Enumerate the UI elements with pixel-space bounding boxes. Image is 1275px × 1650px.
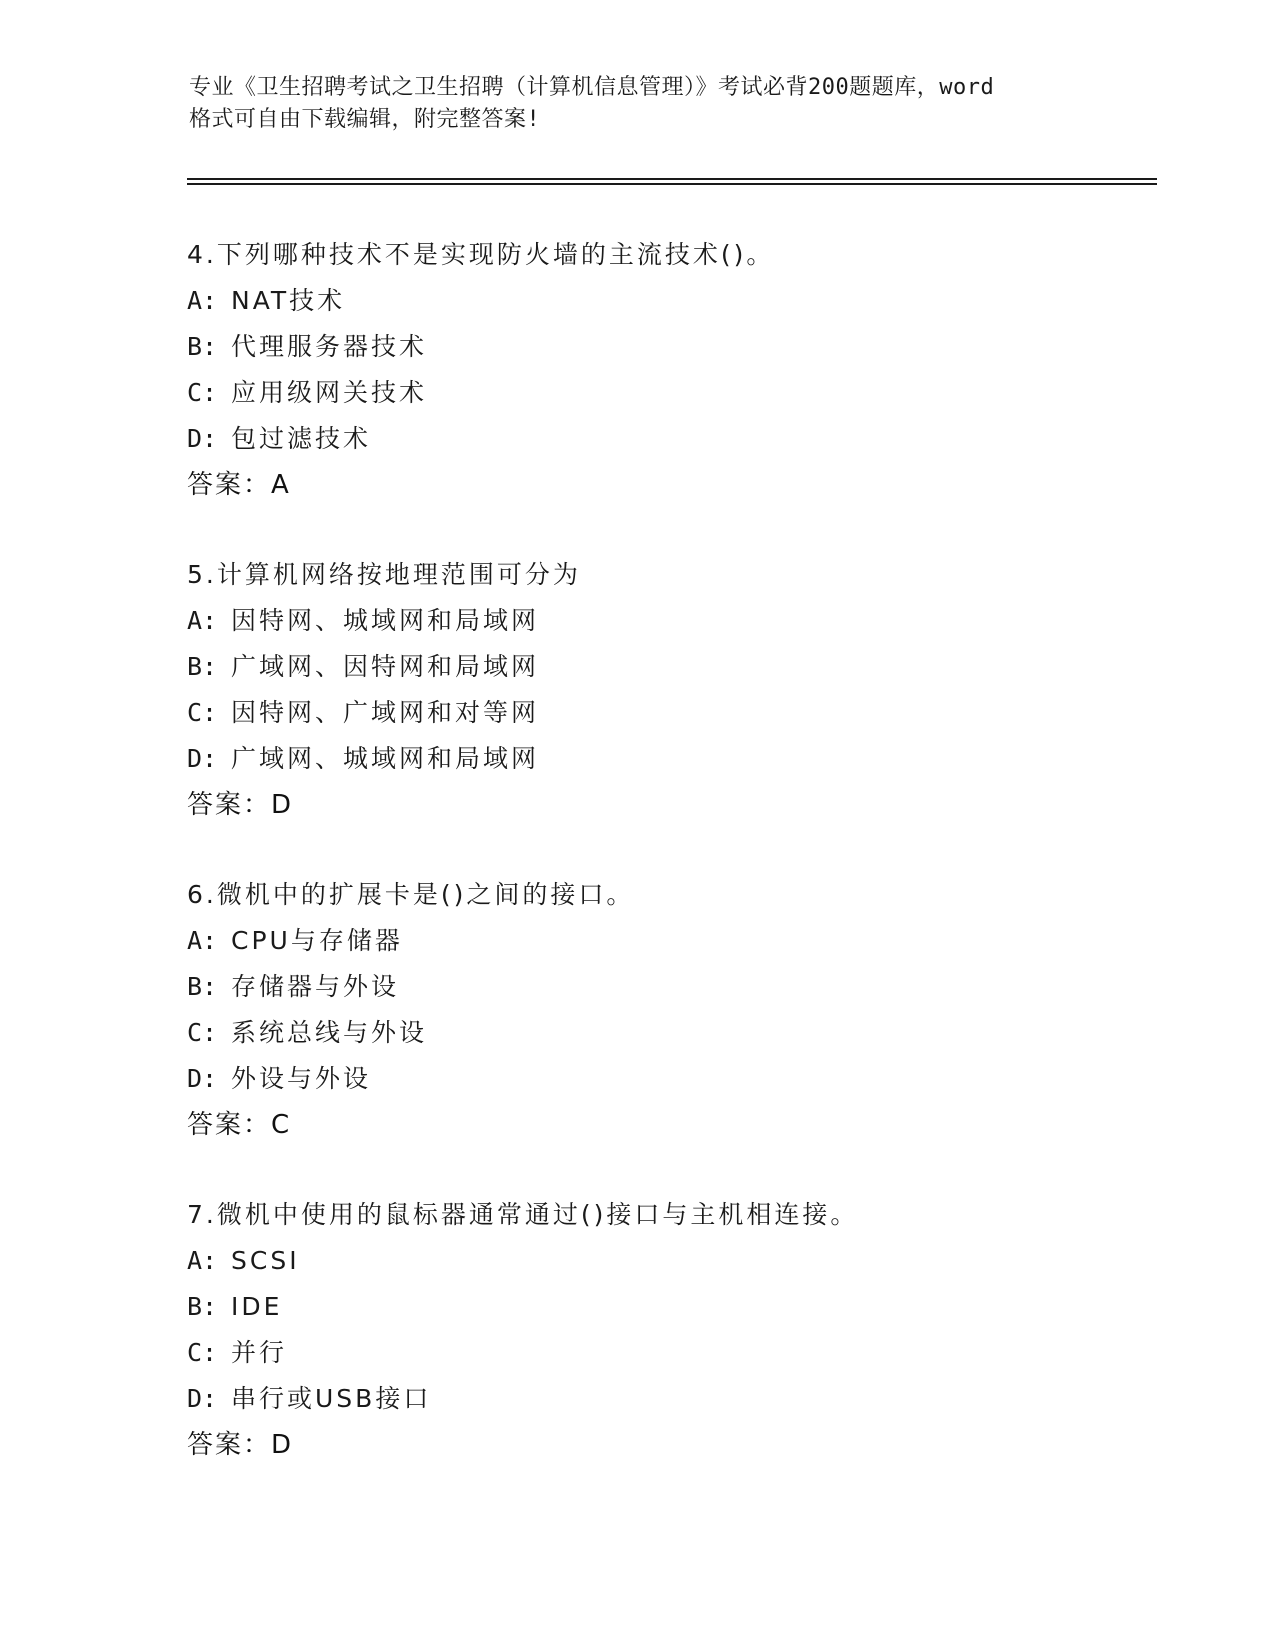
- option-text: SCSI: [231, 1246, 300, 1275]
- option-letter: D:: [187, 424, 218, 453]
- option-c: [187, 690, 1137, 736]
- option-b: [187, 324, 1137, 370]
- option-text: 应用级网关技术: [231, 378, 428, 407]
- option-a: [187, 598, 1137, 644]
- option-letter: B:: [187, 332, 218, 361]
- document-header: [189, 72, 1089, 136]
- option-text: 因特网、城域网和局域网: [231, 606, 540, 635]
- option-b: [187, 964, 1137, 1010]
- option-b: [187, 644, 1137, 690]
- question-stem: 6.微机中的扩展卡是()之间的接口。: [187, 880, 635, 909]
- option-text: 广域网、因特网和局域网: [231, 652, 540, 681]
- header-divider-top: [187, 178, 1157, 180]
- option-text: 外设与外设: [231, 1064, 372, 1093]
- option-letter: C:: [187, 1338, 218, 1367]
- option-d: [187, 1376, 1137, 1422]
- option-text: 存储器与外设: [231, 972, 400, 1001]
- option-c: [187, 1330, 1137, 1376]
- option-d: [187, 416, 1137, 462]
- option-d: [187, 736, 1137, 782]
- option-letter: B:: [187, 972, 218, 1001]
- option-letter: C:: [187, 698, 218, 727]
- option-c: [187, 370, 1137, 416]
- option-text: NAT技术: [231, 286, 346, 315]
- option-text: CPU与存储器: [231, 926, 403, 955]
- option-text: 代理服务器技术: [231, 332, 428, 361]
- question-5: [187, 552, 1137, 828]
- option-letter: D:: [187, 1064, 218, 1093]
- question-stem: 5.计算机网络按地理范围可分为: [187, 560, 581, 589]
- option-d: [187, 1056, 1137, 1102]
- option-letter: A:: [187, 926, 218, 955]
- answer-line: 答案：A: [187, 470, 291, 500]
- option-letter: A:: [187, 1246, 218, 1275]
- question-6: [187, 872, 1137, 1148]
- header-title-line-1: 专业《卫生招聘考试之卫生招聘（计算机信息管理）》考试必背200题题库，word: [189, 75, 995, 100]
- header-title-line-2: 格式可自由下载编辑，附完整答案!: [189, 107, 541, 132]
- option-letter: B:: [187, 652, 218, 681]
- option-text: IDE: [231, 1292, 283, 1321]
- option-text: 因特网、广域网和对等网: [231, 698, 540, 727]
- question-7: [187, 1192, 1137, 1468]
- option-text: 系统总线与外设: [231, 1018, 428, 1047]
- option-letter: A:: [187, 286, 218, 315]
- option-text: 广域网、城域网和局域网: [231, 744, 540, 773]
- answer-line: 答案：D: [187, 1430, 294, 1460]
- option-a: [187, 1238, 1137, 1284]
- header-divider-bottom: [187, 183, 1157, 185]
- answer-line: 答案：D: [187, 790, 294, 820]
- option-letter: B:: [187, 1292, 218, 1321]
- option-c: [187, 1010, 1137, 1056]
- option-a: [187, 918, 1137, 964]
- option-letter: A:: [187, 606, 218, 635]
- option-text: 并行: [231, 1338, 288, 1367]
- option-text: 串行或USB接口: [231, 1384, 432, 1413]
- question-stem: 4.下列哪种技术不是实现防火墙的主流技术()。: [187, 240, 775, 269]
- option-text: 包过滤技术: [231, 424, 372, 453]
- option-letter: D:: [187, 744, 218, 773]
- option-a: [187, 278, 1137, 324]
- question-4: [187, 232, 1137, 508]
- option-b: [187, 1284, 1137, 1330]
- option-letter: D:: [187, 1384, 218, 1413]
- question-stem: 7.微机中使用的鼠标器通常通过()接口与主机相连接。: [187, 1200, 859, 1229]
- answer-line: 答案：C: [187, 1110, 292, 1140]
- option-letter: C:: [187, 378, 218, 407]
- option-letter: C:: [187, 1018, 218, 1047]
